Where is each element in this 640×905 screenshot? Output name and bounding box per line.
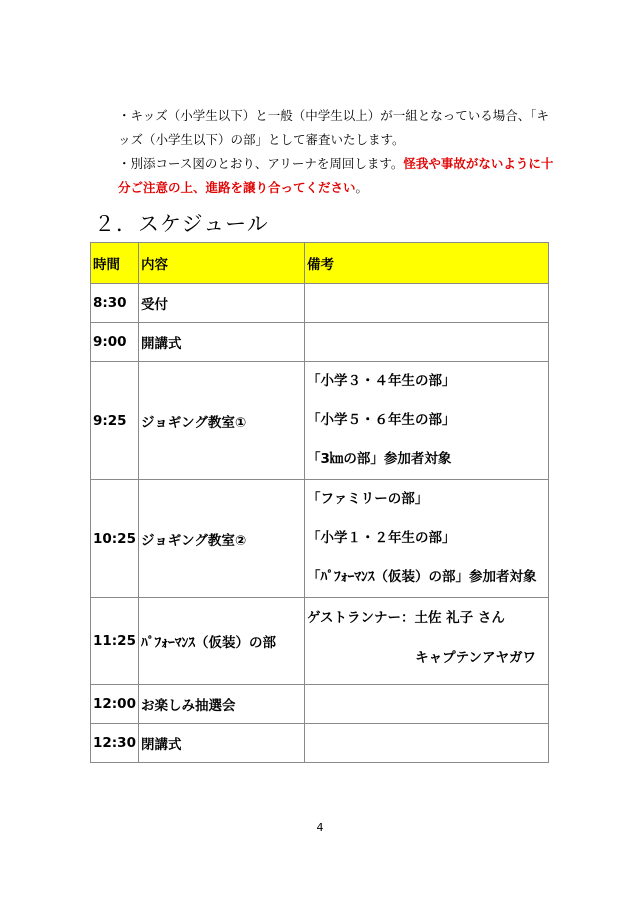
page-number: 4 bbox=[316, 821, 324, 834]
header-content: 内容 bbox=[139, 243, 305, 284]
header-time: 時間 bbox=[91, 243, 139, 284]
row-notes bbox=[305, 323, 549, 362]
intro-line-2-warning: 怪我や事故がないように十分ご注意の上、進路を譲り合ってください bbox=[118, 156, 554, 195]
row-content: 受付 bbox=[139, 284, 305, 323]
row-content: ジョギング教室① bbox=[139, 362, 305, 480]
row-time: 11:25 bbox=[91, 598, 139, 685]
row-time: 12:30 bbox=[91, 724, 139, 763]
note-line: 「小学５・６年生の部」 bbox=[307, 412, 456, 428]
row-content: お楽しみ抽選会 bbox=[139, 685, 305, 724]
header-notes: 備考 bbox=[305, 243, 549, 284]
row-content: 開講式 bbox=[139, 323, 305, 362]
row-notes bbox=[305, 284, 549, 323]
table-row bbox=[91, 724, 549, 763]
row-notes bbox=[305, 685, 549, 724]
row-notes bbox=[305, 598, 549, 685]
row-time: 9:25 bbox=[91, 362, 139, 480]
section-title: ２．スケジュール bbox=[94, 212, 269, 236]
row-content: 閉講式 bbox=[139, 724, 305, 763]
guest-runner-name: キャプテンアヤガワ bbox=[415, 650, 536, 666]
table-row bbox=[91, 284, 549, 323]
note-line: 「小学３・４年生の部」 bbox=[307, 373, 456, 389]
row-notes bbox=[305, 480, 549, 598]
guest-runner-line: ゲストランナー：土佐 礼子 さん bbox=[307, 610, 505, 626]
intro-line-2 bbox=[118, 152, 558, 200]
row-content: ﾊﾟﾌｫｰﾏﾝｽ（仮装）の部 bbox=[139, 598, 305, 685]
row-time: 10:25 bbox=[91, 480, 139, 598]
intro-line-2-end: 。 bbox=[355, 180, 369, 195]
table-row bbox=[91, 685, 549, 724]
table-row bbox=[91, 362, 549, 480]
intro-line-2-plain: ・別添コース図のとおり、アリーナを周回します。 bbox=[118, 156, 404, 171]
row-time: 12:00 bbox=[91, 685, 139, 724]
table-row bbox=[91, 598, 549, 685]
table-header-row bbox=[91, 243, 549, 284]
row-time: 8:30 bbox=[91, 284, 139, 323]
intro-line-1: ・キッズ（小学生以下）と一般（中学生以上）が一組となっている場合、「キッズ（小学生以下）の部」として審査いたします。 bbox=[118, 108, 550, 147]
table-row bbox=[91, 323, 549, 362]
row-notes bbox=[305, 362, 549, 480]
note-line: 「小学１・２年生の部」 bbox=[307, 530, 456, 546]
note-line: 「ﾊﾟﾌｫｰﾏﾝｽ（仮装）の部」参加者対象 bbox=[307, 569, 537, 585]
intro-text bbox=[118, 104, 558, 200]
note-line: 「ファミリーの部」 bbox=[307, 491, 429, 507]
schedule-table bbox=[90, 242, 549, 763]
row-notes bbox=[305, 724, 549, 763]
row-content: ジョギング教室② bbox=[139, 480, 305, 598]
table-row bbox=[91, 480, 549, 598]
row-time: 9:00 bbox=[91, 323, 139, 362]
note-line: 「3㎞の部」参加者対象 bbox=[307, 451, 452, 467]
